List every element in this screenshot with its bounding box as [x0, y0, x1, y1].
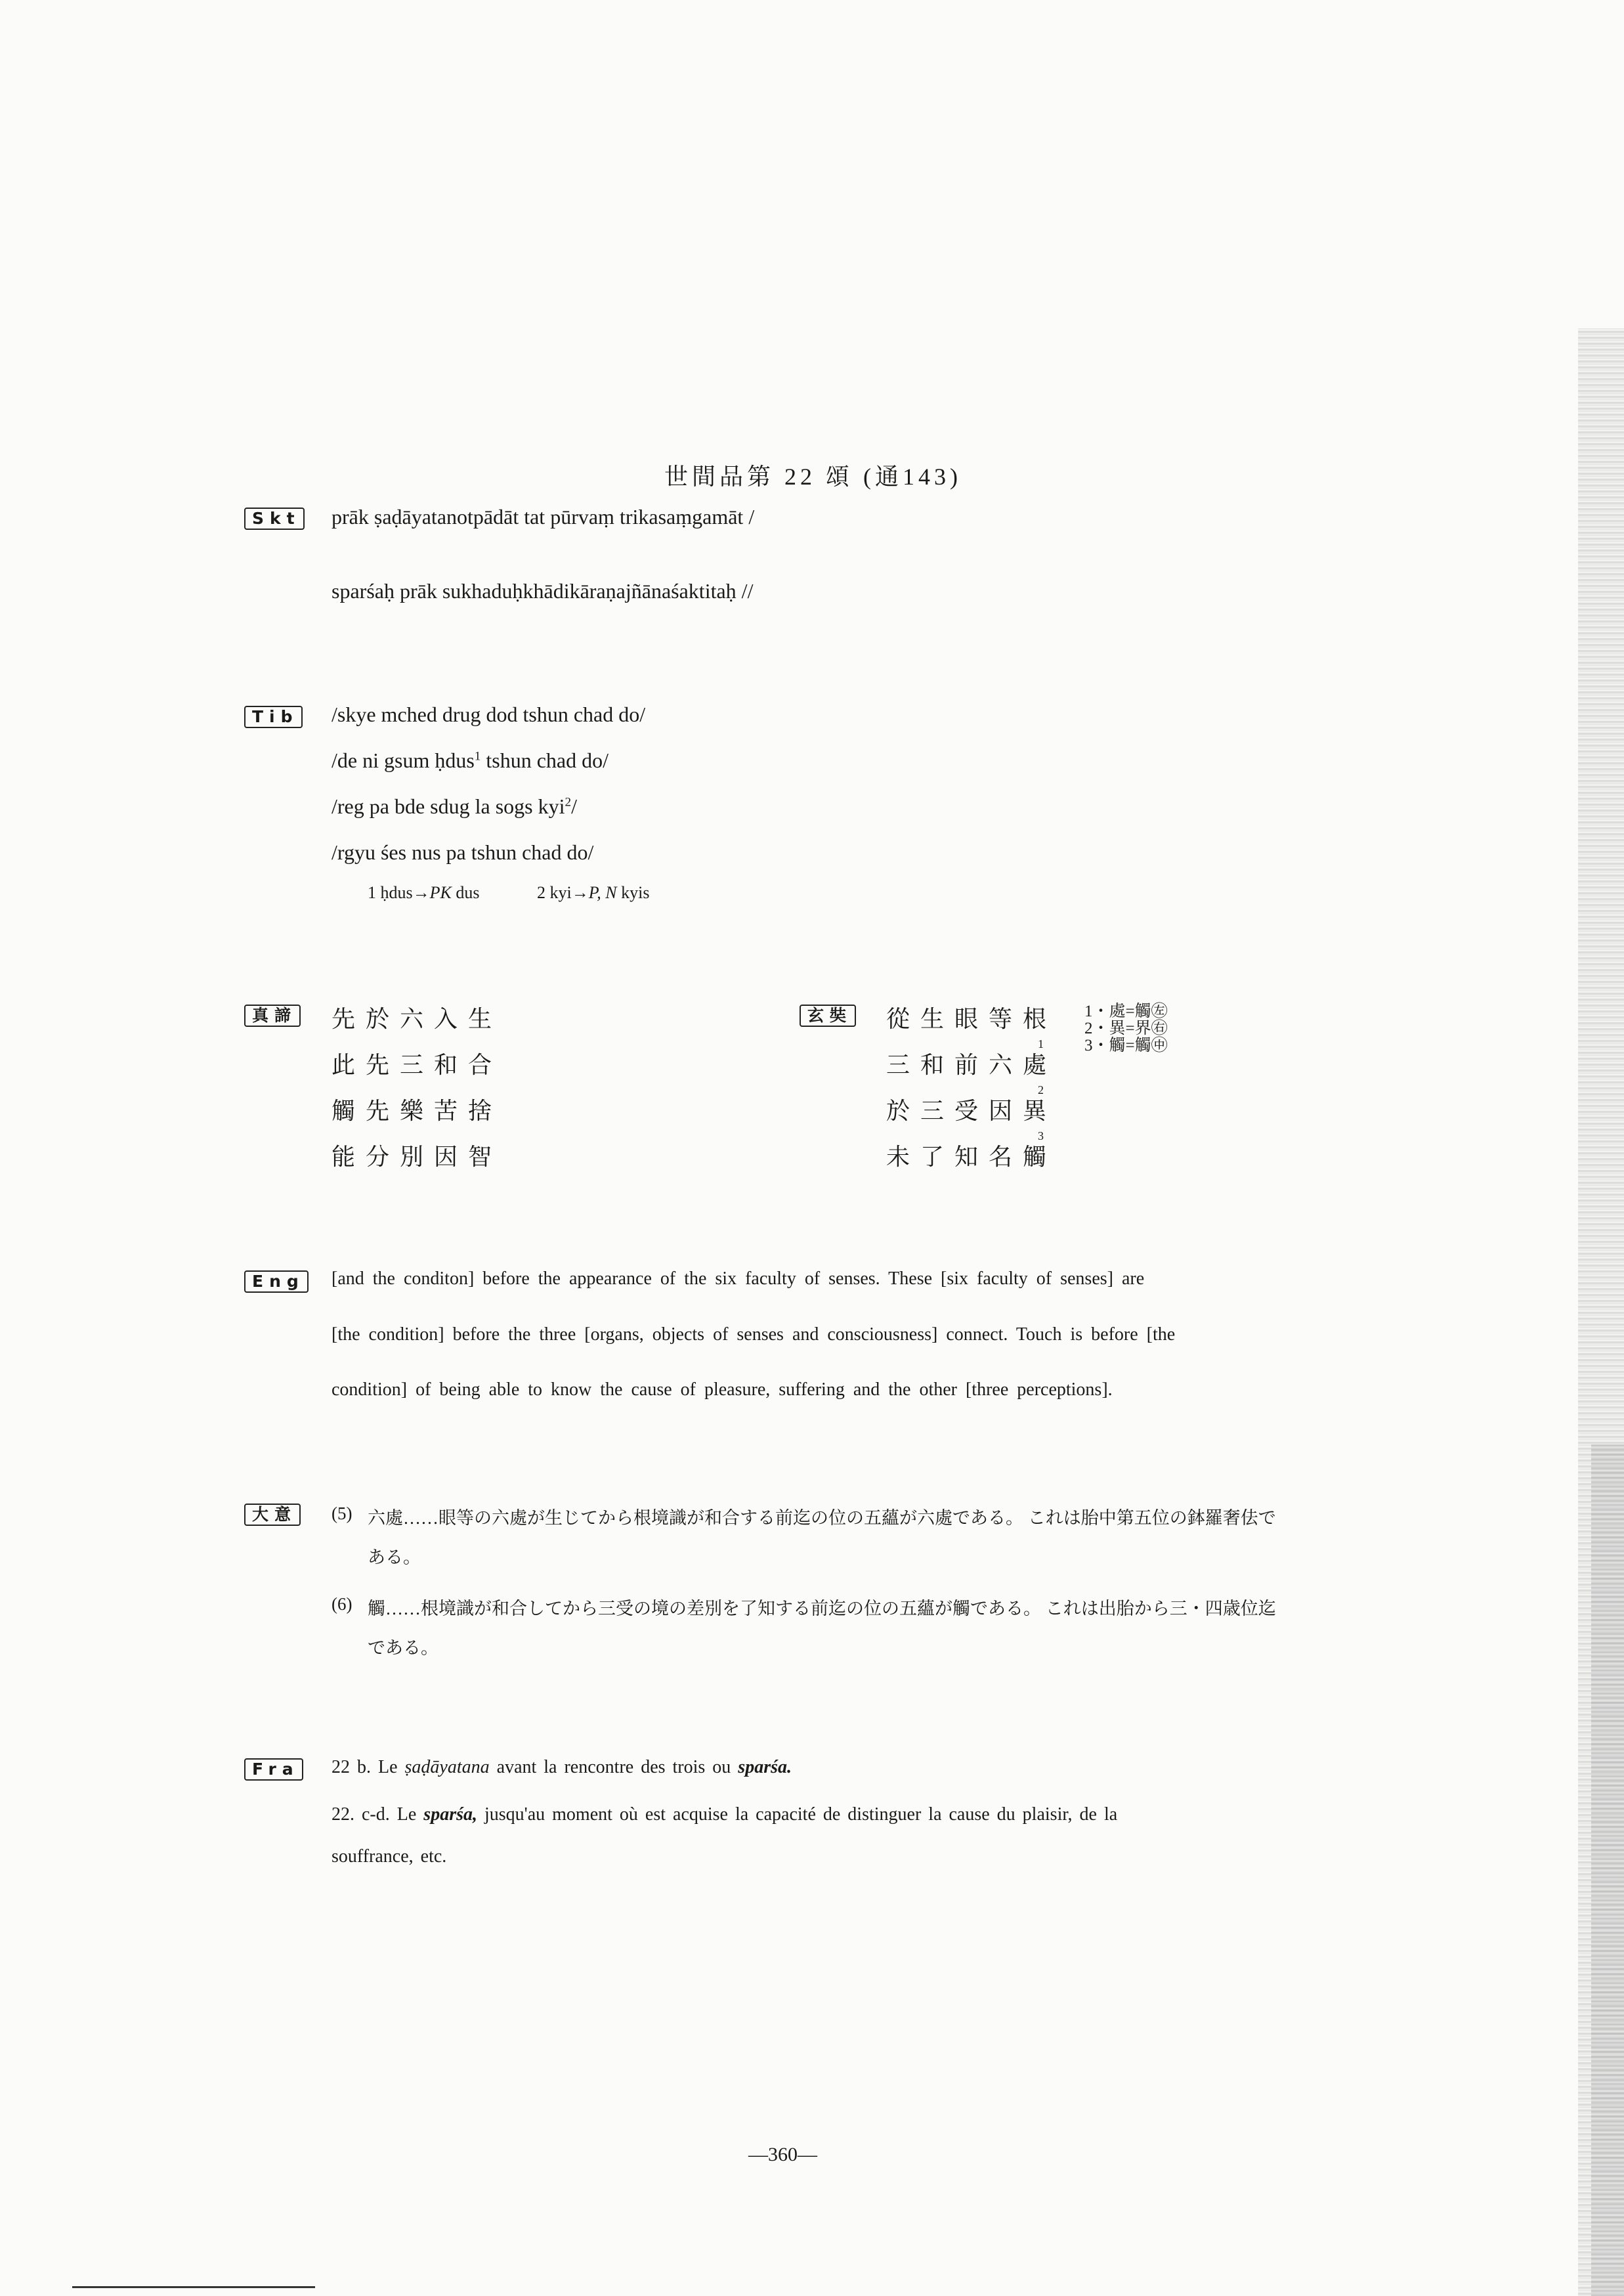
dai-para5-line2: ある。: [368, 1548, 421, 1567]
tag-tib: Tib: [244, 706, 303, 728]
dai-para5-line1: 六處……眼等の六處が生じてから根境識が和合する前迄の位の五蘊が六處である。 これは胎中第五位の鉢羅奢佉で: [368, 1508, 1276, 1528]
scan-edge-shadow-lower: [1591, 1444, 1624, 2296]
eng-line-2: [the condition] before the three [organs, objects of senses and consciousness] connect. Touch is before [the: [331, 1324, 1176, 1345]
fra-line-2: 22. c-d. Le sparśa, jusqu'au moment où est acquise la capacité de distinguer la cause du plaisir, de la: [331, 1804, 1118, 1825]
tag-fra: Fra: [244, 1758, 303, 1781]
tib-line-3: /reg pa bde sdug la sogs kyi$^2$/: [331, 794, 577, 818]
zhen-line-4: 能分別因智: [331, 1144, 503, 1170]
tag-skt: Skt: [244, 508, 305, 530]
xuan-line-1: 從生眼等根: [886, 1006, 1058, 1032]
eng-line-3: condition] of being able to know the cause of pleasure, suffering and the other [three perceptions].: [331, 1379, 1113, 1400]
footer-rule: [72, 2286, 315, 2288]
zhen-line-3: 觸先樂苦捨: [331, 1098, 503, 1124]
xuan-line-3: 於三受因異: [886, 1098, 1058, 1124]
zhen-line-1: 先於六入生: [331, 1006, 503, 1032]
tib-line-1: /skye mched drug dod tshun chad do/: [331, 703, 646, 726]
dai-number-6: (6): [331, 1594, 353, 1614]
xuan-variant-note-2: 2・異=界㊨: [1084, 1020, 1168, 1037]
xuan-variant-note-1: 1・處=觸㊧: [1084, 1003, 1168, 1020]
tib-footnote-1: 1 ḥdus→PK dus: [368, 883, 480, 902]
tag-eng: Eng: [244, 1270, 309, 1293]
xuan-sup-1: 1: [1038, 1037, 1044, 1051]
tag-xuan: 玄奘: [800, 1005, 856, 1027]
eng-line-1: [and the conditon] before the appearance of the six faculty of senses. These [six faculty of senses] are: [331, 1268, 1145, 1289]
dai-para6-line1: 觸……根境識が和合してから三受の境の差別を了知する前迄の位の五蘊が觸である。 これは出胎から三・四歳位迄: [368, 1599, 1276, 1618]
dai-para6-line2: である。: [368, 1638, 438, 1658]
verse-heading: 世間品第 22 頌 (通143): [664, 464, 962, 490]
tib-footnote-2: 2 kyi→P, N kyis: [537, 883, 650, 902]
tib-line-4: /rgyu śes nus pa tshun chad do/: [331, 840, 594, 864]
dai-number-5: (5): [331, 1504, 353, 1523]
zhen-line-2: 此先三和合: [331, 1052, 503, 1078]
xuan-sup-3: 3: [1038, 1129, 1044, 1142]
tag-zhen: 真諦: [244, 1005, 301, 1027]
xuan-variant-note-3: 3・觸=觸㊥: [1084, 1037, 1168, 1054]
xuan-line-4: 未了知名觸: [886, 1144, 1058, 1170]
xuan-line-2: 三和前六處: [886, 1052, 1058, 1078]
page-number: —360—: [748, 2144, 817, 2165]
tag-dai: 大意: [244, 1504, 301, 1526]
xuan-sup-2: 2: [1038, 1083, 1044, 1096]
tib-line-2: /de ni gsum ḥdus$^1$ tshun chad do/: [331, 748, 609, 772]
skt-line-1: prāk ṣaḍāyatanotpādāt tat pūrvaṃ trikasaṃgamāt /: [331, 505, 755, 529]
skt-line-2: sparśaḥ prāk sukhaduḥkhādikāraṇajñānaśaktitaḥ //: [331, 579, 754, 603]
fra-line-3: souffrance, etc.: [331, 1846, 447, 1867]
fra-line-1: 22 b. Le ṣaḍāyatana avant la rencontre des trois ou sparśa.: [331, 1757, 792, 1777]
